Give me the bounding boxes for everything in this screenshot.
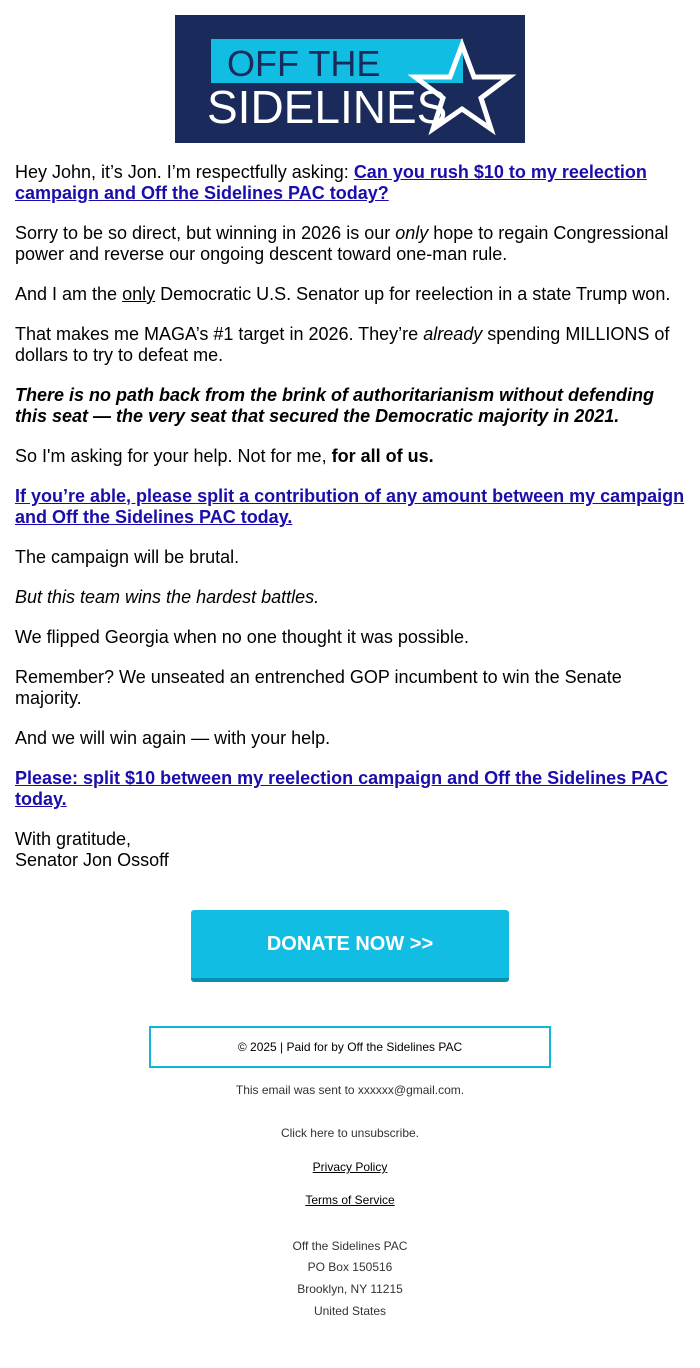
paragraph-hardest-battles: But this team wins the hardest battles. <box>15 587 320 607</box>
address-po-box: PO Box 150516 <box>307 1260 393 1274</box>
terms-of-service-link[interactable]: Terms of Service <box>305 1193 395 1207</box>
paragraph-flipped-georgia: We flipped Georgia when no one thought it was possible. <box>15 627 469 647</box>
donate-now-button[interactable]: DONATE NOW >> <box>191 910 509 982</box>
paragraph-maga-target <box>15 324 687 366</box>
underlined-text: only <box>122 284 156 304</box>
privacy-policy-row <box>0 1160 700 1174</box>
address-city: Brooklyn, NY 11215 <box>297 1282 403 1296</box>
paid-for-disclaimer: © 2025 | Paid for by Off the Sidelines PAC <box>149 1026 551 1068</box>
paragraph-only-senator <box>15 284 687 305</box>
terms-of-service-row <box>0 1193 700 1207</box>
paragraph-only-hope <box>15 223 687 265</box>
bold-text: for all of us. <box>331 446 434 466</box>
text: Democratic U.S. Senator up for reelection in a state Trump won. <box>155 284 671 304</box>
paragraph-no-path-back: There is no path back from the brink of authoritarianism without defending this seat — the very seat that secured the Democratic majority in 2021. <box>15 385 655 426</box>
sign-off <box>15 829 687 871</box>
intro-text: Hey John, it’s Jon. I’m respectfully asking: <box>15 162 354 182</box>
intro-paragraph <box>15 162 687 204</box>
paragraph-split-10-link <box>15 768 687 810</box>
recipient-email: xxxxxx@gmail.com <box>357 1083 461 1097</box>
split-10-link[interactable]: Please: split $10 between my reelection campaign and Off the Sidelines PAC today. <box>15 768 668 809</box>
sent-to-text: This email was sent to <box>235 1083 358 1097</box>
logo-graphic <box>175 15 525 143</box>
emphasis-text: only <box>395 223 429 243</box>
off-the-sidelines-logo <box>175 15 525 143</box>
paragraph-win-again: And we will win again — with your help. <box>15 728 331 748</box>
logo-line2: SIDELINES <box>207 81 448 133</box>
text: That makes me MAGA’s #1 target in 2026. They’re <box>15 324 424 344</box>
address-org: Off the Sidelines PAC <box>292 1239 408 1253</box>
split-contribution-link[interactable]: If you’re able, please split a contribution of any amount between my campaign and Off the Sidelines PAC today. <box>15 486 685 527</box>
address-country: United States <box>313 1304 387 1318</box>
emphasis-text: already <box>423 324 483 344</box>
text: So I'm asking for your help. Not for me, <box>15 446 332 466</box>
rush-10-link[interactable]: Can you rush $10 to my reelection campaign and Off the Sidelines PAC today? <box>15 162 647 203</box>
email-body <box>15 162 687 871</box>
text: Sorry to be so direct, but winning in 2026 is our <box>15 223 396 243</box>
closing-text: With gratitude, <box>15 829 132 849</box>
text: And I am the <box>15 284 123 304</box>
unsubscribe-link[interactable]: Click here to unsubscribe. <box>280 1126 420 1140</box>
paragraph-asking-help <box>15 446 687 467</box>
text: hope to regain Congressional power and reverse our ongoing descent toward one-man rule. <box>15 223 669 264</box>
paragraph-remember: Remember? We unseated an entrenched GOP incumbent to win the Senate majority. <box>15 667 622 708</box>
logo-line1: OFF THE <box>227 43 381 84</box>
text: spending MILLIONS of dollars to try to defeat me. <box>15 324 670 365</box>
paragraph-split-link <box>15 486 687 528</box>
paragraph-brutal: The campaign will be brutal. <box>15 547 240 567</box>
signature-text: Senator Jon Ossoff <box>15 850 169 870</box>
privacy-policy-link[interactable]: Privacy Policy <box>312 1160 388 1174</box>
sent-to-line <box>0 1083 700 1097</box>
sent-to-period: . <box>460 1083 465 1097</box>
